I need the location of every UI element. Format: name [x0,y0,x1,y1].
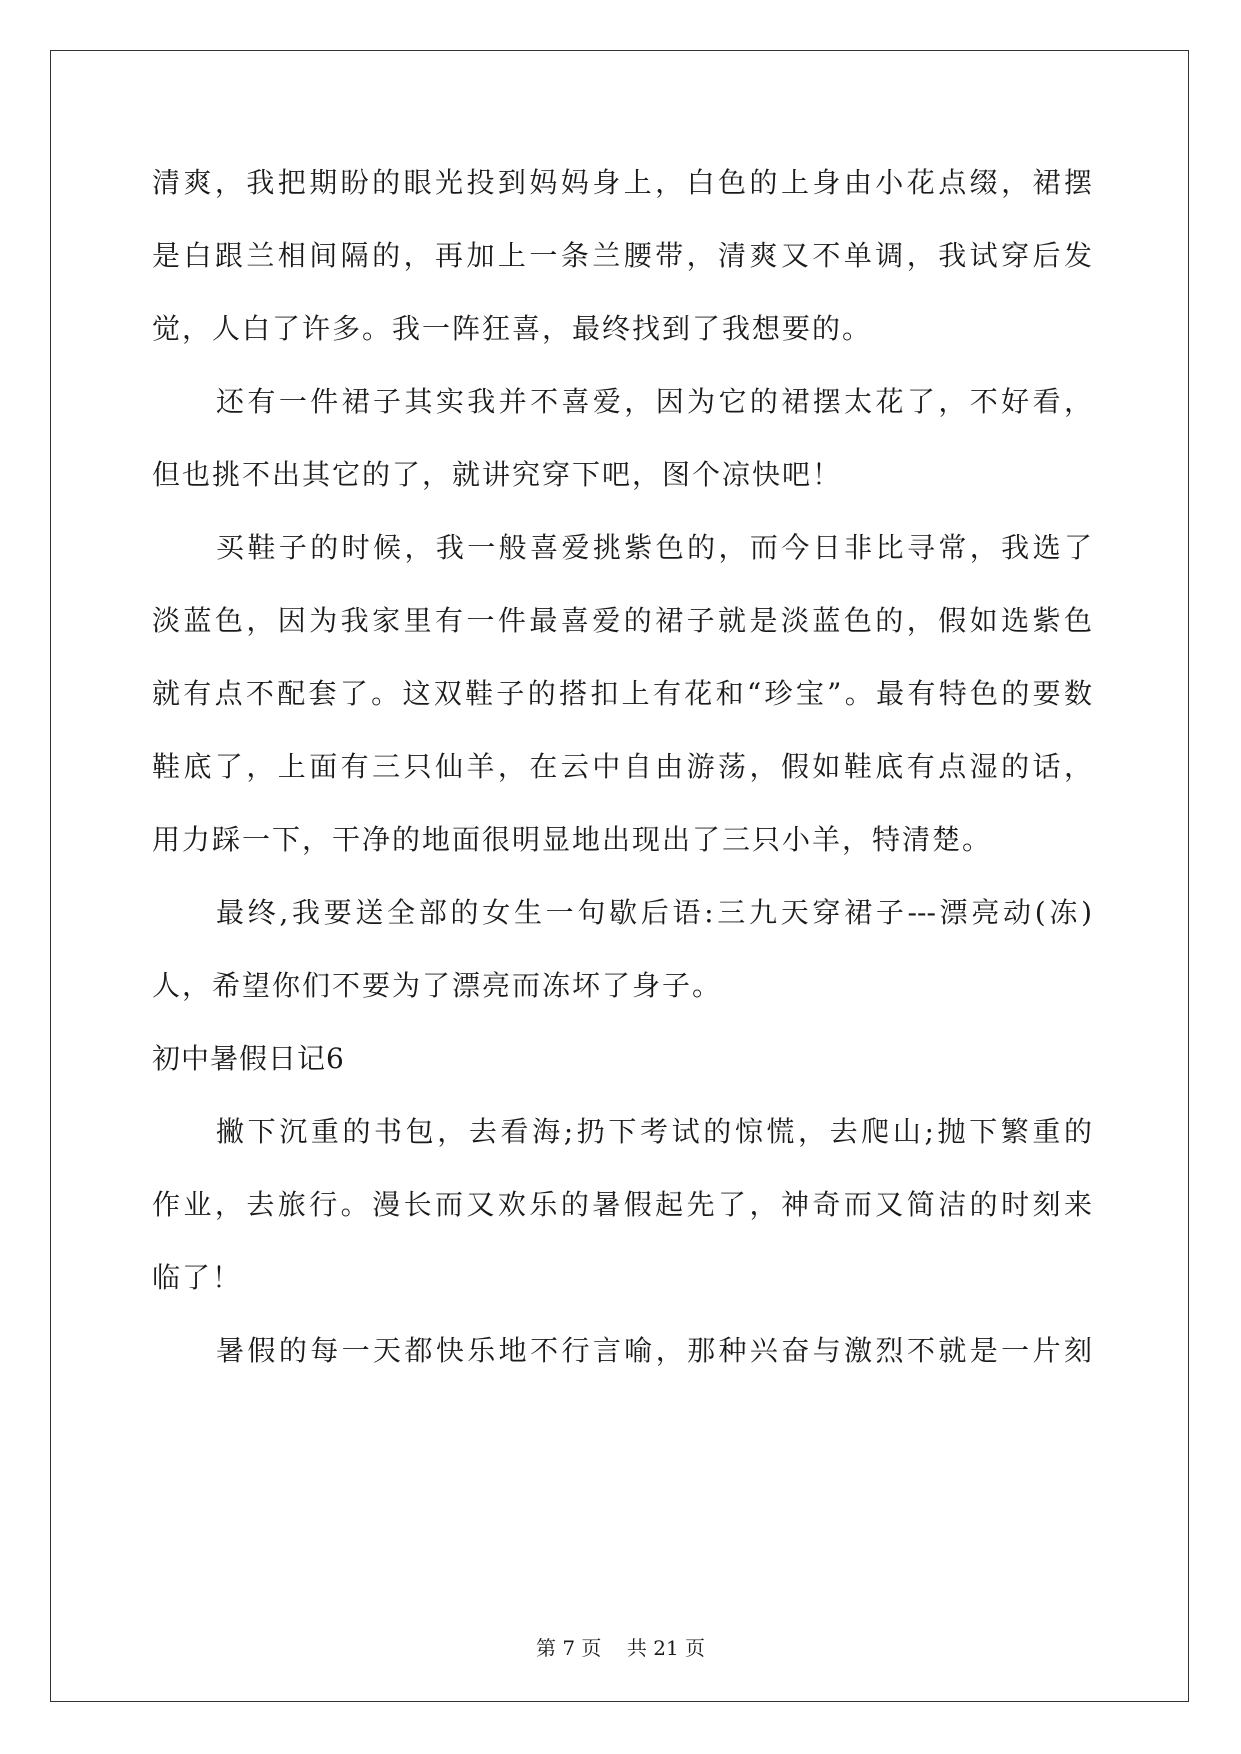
paragraph-line: 人，希望你们不要为了漂亮而冻坏了身子。 [152,969,723,1002]
paragraph-line: 觉，人白了许多。我一阵狂喜，最终找到了我想要的。 [152,312,873,345]
paragraph-line: 淡蓝色，因为我家里有一件最喜爱的裙子就是淡蓝色的，假如选紫色 [152,604,1092,637]
page-total: 共 21 页 [626,1636,706,1660]
paragraph-line: 鞋底了，上面有三只仙羊，在云中自由游荡，假如鞋底有点湿的话， [152,750,1092,783]
paragraph-line: 撇下沉重的书包，去看海;扔下考试的惊慌，去爬山;抛下繁重的 [216,1115,1092,1148]
section-heading: 初中暑假日记6 [152,1042,345,1075]
page-number: 第 7 页 [535,1636,602,1660]
paragraph-line: 清爽，我把期盼的眼光投到妈妈身上，白色的上身由小花点缀，裙摆 [152,166,1092,199]
paragraph-line: 是白跟兰相间隔的，再加上一条兰腰带，清爽又不单调，我试穿后发 [152,239,1092,272]
page-frame [50,50,1189,1702]
paragraph-line: 但也挑不出其它的了，就讲究穿下吧，图个凉快吧！ [152,458,843,491]
paragraph-line: 暑假的每一天都快乐地不行言喻，那种兴奋与激烈不就是一片刻 [216,1334,1092,1367]
paragraph-line: 就有点不配套了。这双鞋子的搭扣上有花和“珍宝”。最有特色的要数 [152,677,1092,710]
page-footer [0,1636,1241,1660]
paragraph-line: 作业，去旅行。漫长而又欢乐的暑假起先了，神奇而又简洁的时刻来 [152,1188,1092,1221]
paragraph-line: 临了！ [152,1261,243,1294]
paragraph-line: 最终,我要送全部的女生一句歇后语:三九天穿裙子---漂亮动(冻) [216,896,1092,929]
paragraph-line: 还有一件裙子其实我并不喜爱，因为它的裙摆太花了，不好看， [216,385,1092,418]
paragraph-line: 用力踩一下，干净的地面很明显地出现出了三只小羊，特清楚。 [152,823,993,856]
paragraph-line: 买鞋子的时候，我一般喜爱挑紫色的，而今日非比寻常，我选了 [216,531,1092,564]
